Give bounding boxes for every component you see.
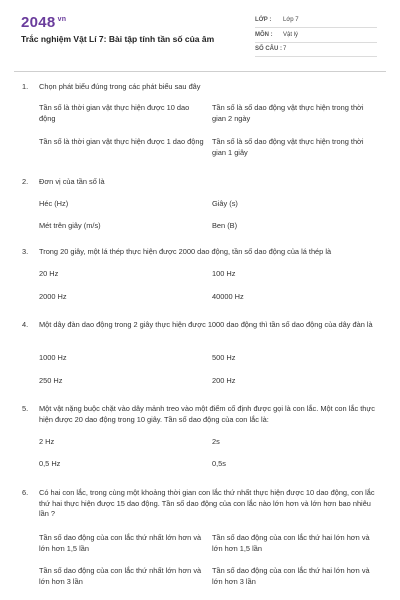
meta-value: 7 xyxy=(283,46,287,52)
option-d[interactable]: Tần số là số dao động vật thực hiện trong thời gian 1 giây xyxy=(212,137,364,157)
option-a[interactable]: Tần số dao động của con lắc thứ nhất lớn hơn và lớn hơn 1,5 lần xyxy=(39,533,202,553)
question-number: 3. xyxy=(22,247,29,256)
meta-value: Vật lý xyxy=(283,32,299,38)
meta-underline xyxy=(255,56,377,57)
option-a[interactable]: Héc (Hz) xyxy=(39,199,69,208)
option-a[interactable]: 2 Hz xyxy=(39,437,55,446)
meta-value: Lớp 7 xyxy=(283,17,299,23)
question-text: Một vật nặng buộc chặt vào dây mảnh treo vào một điểm cố định được gọi là con lắc. Một con lắc thực hiện được 20 dao động trong 10 giây. Tần số dao động của con lắc là: xyxy=(39,404,375,424)
option-b[interactable]: 100 Hz xyxy=(212,269,236,278)
question-text: Trong 20 giây, một lá thép thực hiện được 2000 dao động, tần số dao động của lá thép là xyxy=(39,247,332,256)
option-b[interactable]: Tần số dao động của con lắc thứ hai lớn hơn và lớn hơn 1,5 lần xyxy=(212,533,370,553)
option-d[interactable]: 200 Hz xyxy=(212,376,236,385)
question-number: 1. xyxy=(22,82,29,91)
question-text: Đơn vị của tần số là xyxy=(39,177,105,186)
question-number: 2. xyxy=(22,177,29,186)
option-b[interactable]: Giây (s) xyxy=(212,199,238,208)
option-c[interactable]: 0,5 Hz xyxy=(39,459,61,468)
question-text: Một dây đàn dao động trong 2 giây thực hiện được 1000 dao động thì tần số dao động của dây đàn là xyxy=(39,320,373,329)
logo-text: 2048 xyxy=(21,14,56,31)
option-a[interactable]: 20 Hz xyxy=(39,269,59,278)
option-d[interactable]: Tần số dao động của con lắc thứ hai lớn hơn và lớn hơn 3 lần xyxy=(212,566,370,586)
option-d[interactable]: Ben (B) xyxy=(212,221,238,230)
meta-underline xyxy=(255,27,377,28)
page-title: Trắc nghiệm Vật Lí 7: Bài tập tính tần số của âm xyxy=(21,34,215,44)
option-c[interactable]: 250 Hz xyxy=(39,376,63,385)
option-a[interactable]: 1000 Hz xyxy=(39,353,67,362)
option-b[interactable]: Tần số là số dao động vật thực hiện trong thời gian 2 ngày xyxy=(212,103,364,123)
option-c[interactable]: Tần số là thời gian vật thực hiện được 1 dao động xyxy=(39,137,204,146)
question-number: 6. xyxy=(22,488,29,497)
question-number: 5. xyxy=(22,404,29,413)
meta-label: LỚP : xyxy=(255,17,272,23)
logo-suffix: vn xyxy=(57,16,67,23)
site-logo[interactable] xyxy=(21,14,66,31)
meta-label: SỐ CÂU : xyxy=(255,46,282,52)
option-c[interactable]: Mét trên giây (m/s) xyxy=(39,221,101,230)
option-d[interactable]: 0,5s xyxy=(212,459,226,468)
option-d[interactable]: 40000 Hz xyxy=(212,292,244,301)
option-c[interactable]: 2000 Hz xyxy=(39,292,67,301)
meta-underline xyxy=(255,42,377,43)
question-number: 4. xyxy=(22,320,29,329)
header-divider xyxy=(14,71,386,72)
meta-label: MÔN : xyxy=(255,32,273,38)
question-text: Có hai con lắc, trong cùng một khoảng thời gian con lắc thứ nhất thực hiện được 10 dao động, con lắc thứ hai thực hiện được 15 dao động. Tần số dao động của con lắc nào lớn hơn và lớn hơn bao nhiêu lần ? xyxy=(39,488,375,518)
option-b[interactable]: 2s xyxy=(212,437,220,446)
option-a[interactable]: Tần số là thời gian vật thực hiện được 10 dao động xyxy=(39,103,190,123)
option-c[interactable]: Tần số dao động của con lắc thứ nhất lớn hơn và lớn hơn 3 lần xyxy=(39,566,202,586)
header xyxy=(0,0,400,72)
question-text: Chọn phát biểu đúng trong các phát biểu sau đây xyxy=(39,82,201,91)
option-b[interactable]: 500 Hz xyxy=(212,353,236,362)
